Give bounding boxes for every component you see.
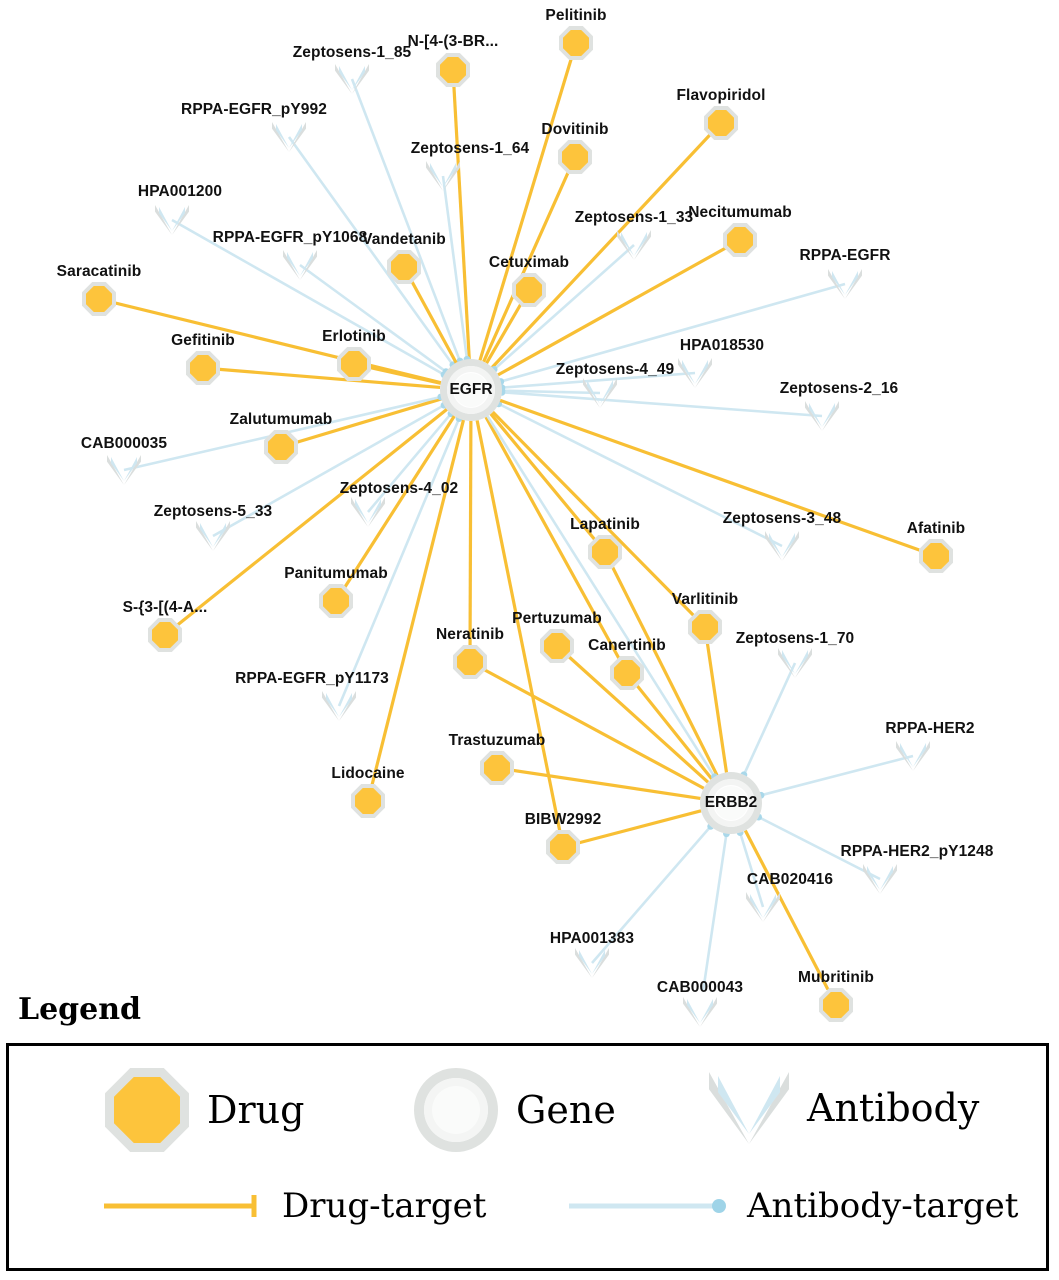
drug-core	[457, 649, 483, 675]
drug-node[interactable]	[588, 535, 622, 569]
drug-node[interactable]	[512, 273, 546, 307]
edge-drug	[705, 627, 726, 772]
drug-node[interactable]	[610, 656, 644, 690]
edge-antibody	[352, 79, 460, 361]
legend-antibody-target	[569, 1186, 1018, 1226]
edge-antibody	[744, 663, 795, 775]
node-label: RPPA-EGFR_pY992	[181, 101, 327, 118]
antibody-node[interactable]	[778, 648, 812, 678]
node-label: RPPA-HER2_pY1248	[840, 843, 994, 860]
edge-antibody	[471, 390, 714, 777]
node-label: S-{3-[(4-A...	[122, 599, 208, 616]
antibody-node[interactable]	[272, 122, 306, 152]
legend-title: Legend	[18, 992, 142, 1027]
antibody-node[interactable]	[805, 401, 839, 431]
antibody-node[interactable]	[107, 455, 141, 485]
drug-node[interactable]	[704, 106, 738, 140]
edge-drug	[203, 368, 440, 387]
gene-node[interactable]	[440, 359, 502, 421]
legend-antibody-target-label: Antibody-target	[747, 1186, 1019, 1226]
node-label: Flavopiridol	[676, 87, 766, 104]
legend-gene-label: Gene	[516, 1088, 616, 1132]
gene-node[interactable]	[700, 772, 762, 834]
antibody-node[interactable]	[683, 997, 717, 1027]
drug-core	[563, 30, 589, 56]
node-label: Zeptosens-5_33	[153, 503, 273, 520]
drug-node[interactable]	[453, 645, 487, 679]
node-label: Zeptosens-1_85	[292, 44, 412, 61]
antibody-node[interactable]	[896, 741, 930, 771]
gene-glyph-icon	[414, 1068, 498, 1152]
drug-node[interactable]	[82, 282, 116, 316]
node-label: RPPA-EGFR_pY1173	[235, 670, 389, 687]
drug-target-edge-icon	[104, 1191, 264, 1221]
drug-node[interactable]	[723, 223, 757, 257]
node-label: RPPA-HER2	[885, 720, 975, 737]
drug-node[interactable]	[559, 26, 593, 60]
drug-node[interactable]	[351, 784, 385, 818]
drug-core	[923, 543, 949, 569]
edge-antibody	[339, 419, 459, 706]
drug-node[interactable]	[186, 351, 220, 385]
node-label: Zeptosens-4_02	[339, 480, 459, 497]
node-label: Pelitinib	[545, 7, 607, 24]
node-label: HPA001383	[549, 930, 635, 947]
drug-node[interactable]	[387, 250, 421, 284]
gene-label: ERBB2	[704, 794, 758, 811]
antibody-glyph-icon	[709, 1072, 789, 1144]
node-label: Trastuzumab	[448, 732, 546, 749]
legend-gene	[414, 1068, 616, 1152]
drug-core	[484, 755, 510, 781]
drug-node[interactable]	[919, 539, 953, 573]
drug-core	[692, 614, 718, 640]
edge-antibody	[700, 834, 726, 990]
gene-label: EGFR	[449, 381, 493, 398]
drug-core	[823, 992, 849, 1018]
node-label: Necitumumab	[688, 204, 792, 221]
drug-node[interactable]	[480, 751, 514, 785]
node-label: Varlitinib	[671, 591, 739, 608]
node-label: Canertinib	[588, 637, 666, 654]
antibody-node[interactable]	[575, 948, 609, 978]
node-label: Panitumumab	[284, 565, 388, 582]
node-label: Zeptosens-3_48	[722, 510, 842, 527]
legend-drug	[105, 1068, 304, 1152]
node-label: BIBW2992	[524, 811, 602, 828]
drug-node[interactable]	[558, 140, 592, 174]
antibody-node[interactable]	[746, 892, 780, 922]
edge-drug	[500, 400, 936, 556]
drug-glyph-icon	[105, 1068, 189, 1152]
node-label: RPPA-EGFR_pY1068	[212, 229, 368, 246]
antibody-node[interactable]	[283, 250, 317, 280]
drug-core	[152, 622, 178, 648]
edge-drug	[99, 299, 441, 383]
drug-node[interactable]	[546, 830, 580, 864]
antibody-target-edge-icon	[569, 1191, 729, 1221]
node-label: Pertuzumab	[512, 610, 602, 627]
antibody-node[interactable]	[765, 531, 799, 561]
legend-antibody	[709, 1072, 979, 1144]
node-label: Afatinib	[906, 520, 966, 537]
node-label: CAB000043	[656, 979, 744, 996]
drug-node[interactable]	[264, 430, 298, 464]
antibody-node[interactable]	[828, 269, 862, 299]
antibody-node[interactable]	[196, 521, 230, 551]
antibody-node[interactable]	[426, 161, 460, 191]
node-label: Saracatinib	[56, 263, 142, 280]
node-label: Erlotinib	[322, 328, 386, 345]
antibody-node[interactable]	[322, 691, 356, 721]
legend-drug-label: Drug	[207, 1088, 305, 1132]
antibody-node[interactable]	[583, 378, 617, 408]
drug-core	[323, 588, 349, 614]
node-label: CAB000035	[80, 435, 168, 452]
node-label: Zeptosens-1_33	[574, 209, 694, 226]
node-label: Cetuximab	[488, 254, 570, 271]
node-label: Zeptosens-1_64	[410, 140, 530, 157]
drug-node[interactable]	[337, 347, 371, 381]
drug-node[interactable]	[688, 610, 722, 644]
edge-drug	[480, 43, 576, 360]
drug-core	[562, 144, 588, 170]
antibody-node[interactable]	[863, 864, 897, 894]
node-label: HPA018530	[679, 337, 765, 354]
drug-node[interactable]	[540, 629, 574, 663]
node-label: RPPA-EGFR	[799, 247, 891, 264]
node-label: Lidocaine	[331, 765, 405, 782]
drug-node[interactable]	[819, 988, 853, 1022]
edge-antibody	[502, 392, 822, 416]
legend-antibody-label: Antibody	[807, 1086, 980, 1130]
antibody-node[interactable]	[155, 205, 189, 235]
drug-node[interactable]	[436, 53, 470, 87]
node-label: Neratinib	[435, 626, 505, 643]
antibody-node[interactable]	[351, 497, 385, 527]
node-label: Zeptosens-2_16	[779, 380, 899, 397]
edge-antibody	[761, 756, 913, 795]
drug-core	[727, 227, 753, 253]
drug-core	[544, 633, 570, 659]
edge-drug	[492, 123, 721, 367]
drug-core	[592, 539, 618, 565]
node-label: Mubritinib	[798, 969, 874, 986]
antibody-node[interactable]	[678, 358, 712, 388]
drug-core	[708, 110, 734, 136]
legend-drug-target-label: Drug-target	[282, 1186, 487, 1226]
drug-node[interactable]	[319, 584, 353, 618]
legend-box	[6, 1043, 1049, 1271]
node-label: Gefitinib	[171, 332, 235, 349]
antibody-node[interactable]	[335, 64, 369, 94]
node-label: HPA001200	[137, 183, 223, 200]
node-label: Lapatinib	[570, 516, 640, 533]
drug-core	[355, 788, 381, 814]
antibody-node[interactable]	[617, 230, 651, 260]
drug-core	[550, 834, 576, 860]
node-label: Zeptosens-1_70	[735, 630, 855, 647]
drug-core	[614, 660, 640, 686]
legend-drug-target	[104, 1186, 486, 1226]
node-label: N-[4-(3-BR...	[407, 33, 499, 50]
edge-drug	[497, 768, 700, 798]
node-label: Dovitinib	[541, 121, 609, 138]
drug-core	[516, 277, 542, 303]
node-label: Vandetanib	[362, 231, 446, 248]
node-label: CAB020416	[746, 871, 834, 888]
node-label: Zeptosens-4_49	[555, 361, 675, 378]
node-label: Zalutumumab	[229, 411, 333, 428]
edge-antibody	[300, 265, 446, 372]
drug-node[interactable]	[148, 618, 182, 652]
